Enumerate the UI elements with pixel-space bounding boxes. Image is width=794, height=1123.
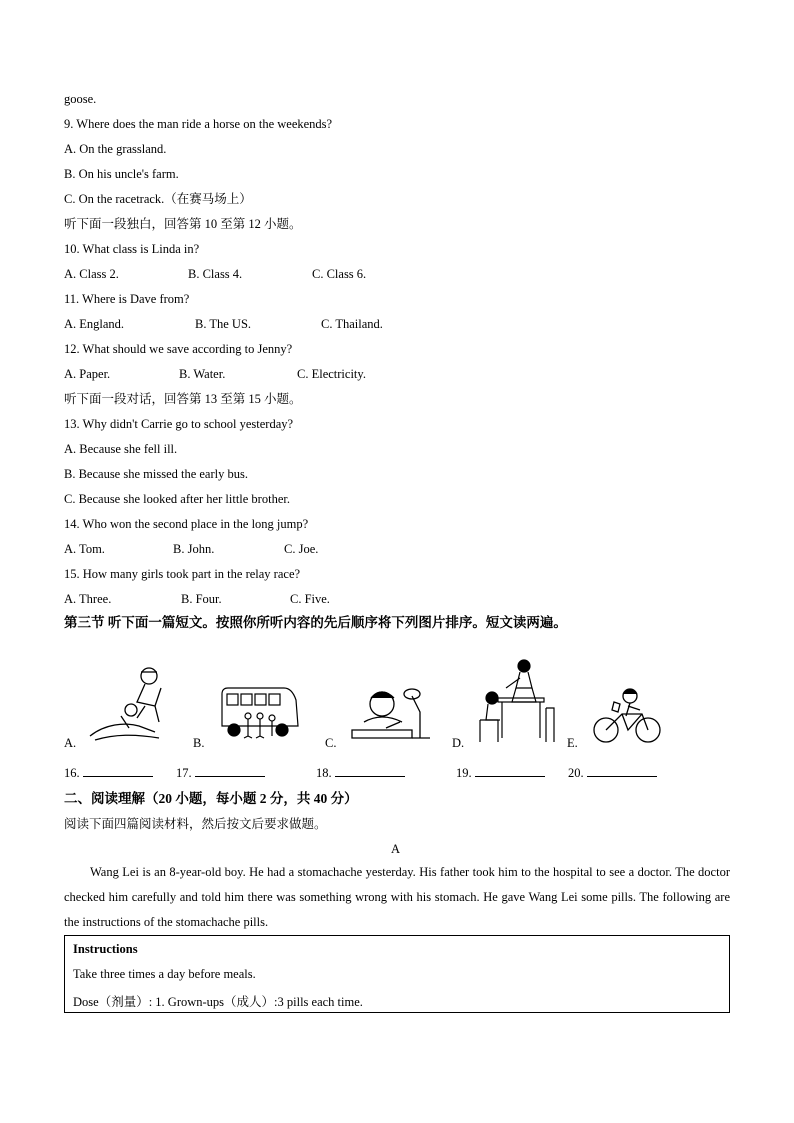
question-11: 11. Where is Dave from? [64,292,190,306]
option-line: B. On his uncle's farm. [64,167,179,181]
picture-label-c: C. [325,736,337,750]
reading-instruction: 阅读下面四篇阅读材料，然后按文后要求做题。 [64,817,327,831]
option-b: B. Water. [179,367,226,381]
question-13: 13. Why didn't Carrie go to school yesterday? [64,417,294,431]
option-line: A. Because she fell ill. [64,442,178,456]
option-c: C. Thailand. [321,317,383,331]
option-line: C. On the racetrack.（在赛马场上） [64,192,252,206]
picture-label-d: D. [452,736,465,750]
option-a: A. Three. [64,592,112,606]
picture-label-e: E. [567,736,578,750]
instructions-title: Instructions [73,942,138,956]
text-line: goose. [64,92,97,106]
reading-heading: 二、阅读理解（20 小题，每小题 2 分，共 40 分） [64,791,358,806]
answer-blank-18[interactable] [316,765,405,781]
section-instruction: 听下面一段对话，回答第 13 至第 15 小题。 [64,392,302,406]
question-12: 12. What should we save according to Jenny? [64,342,293,356]
answer-number: 19. [456,766,472,780]
option-b: B. Class 4. [188,267,243,281]
option-c: C. Five. [290,592,330,606]
picture-label-a: A. [64,736,77,750]
question-9: 9. Where does the man ride a horse on the weekends? [64,117,333,131]
section-instruction: 听下面一段独白，回答第 10 至第 12 小题。 [64,217,302,231]
instructions-box [64,935,730,1013]
instructions-line: Take three times a day before meals. [73,967,256,981]
doctor-patient-icon [85,662,180,744]
boy-cycling-icon [592,688,662,746]
option-b: B. Four. [181,592,222,606]
answer-blank-20[interactable] [568,765,657,781]
mother-child-meal-icon [476,658,556,744]
option-a: A. England. [64,317,125,331]
option-line: A. On the grassland. [64,142,167,156]
picture-label-b: B. [193,736,205,750]
option-c: C. Class 6. [312,267,367,281]
option-c: C. Joe. [284,542,319,556]
section3-heading: 第三节 听下面一篇短文。按照你所听内容的先后顺序将下列图片排序。短文读两遍。 [64,615,567,630]
school-bus-icon [218,686,300,742]
option-a: A. Tom. [64,542,105,556]
option-b: B. John. [173,542,215,556]
option-line: C. Because she looked after her little brother. [64,492,290,506]
answer-number: 20. [568,766,584,780]
answer-blank-19[interactable] [456,765,545,781]
question-10: 10. What class is Linda in? [64,242,200,256]
question-15: 15. How many girls took part in the relay race? [64,567,301,581]
option-c: C. Electricity. [297,367,366,381]
question-14: 14. Who won the second place in the long jump? [64,517,309,531]
option-a: A. Class 2. [64,267,119,281]
answer-number: 17. [176,766,192,780]
option-b: B. The US. [195,317,252,331]
answer-blank-16[interactable] [64,765,153,781]
instructions-line: Dose（剂量）: 1. Grown-ups（成人）:3 pills each time. [73,995,363,1009]
answer-number: 16. [64,766,80,780]
boy-studying-icon [350,682,434,742]
passage-label: A [391,842,401,856]
answer-number: 18. [316,766,332,780]
option-line: B. Because she missed the early bus. [64,467,248,481]
passage-paragraph: Wang Lei is an 8-year-old boy. He had a stomachache yesterday. His father took him to the hospital to see a doctor. The doctor checked him carefully and told him there was something wrong with his stomach. He gave Wang Lei some pills. The following are the instructions of the stomachache pills. [64,865,730,929]
option-a: A. Paper. [64,367,111,381]
answer-blank-17[interactable] [176,765,265,781]
